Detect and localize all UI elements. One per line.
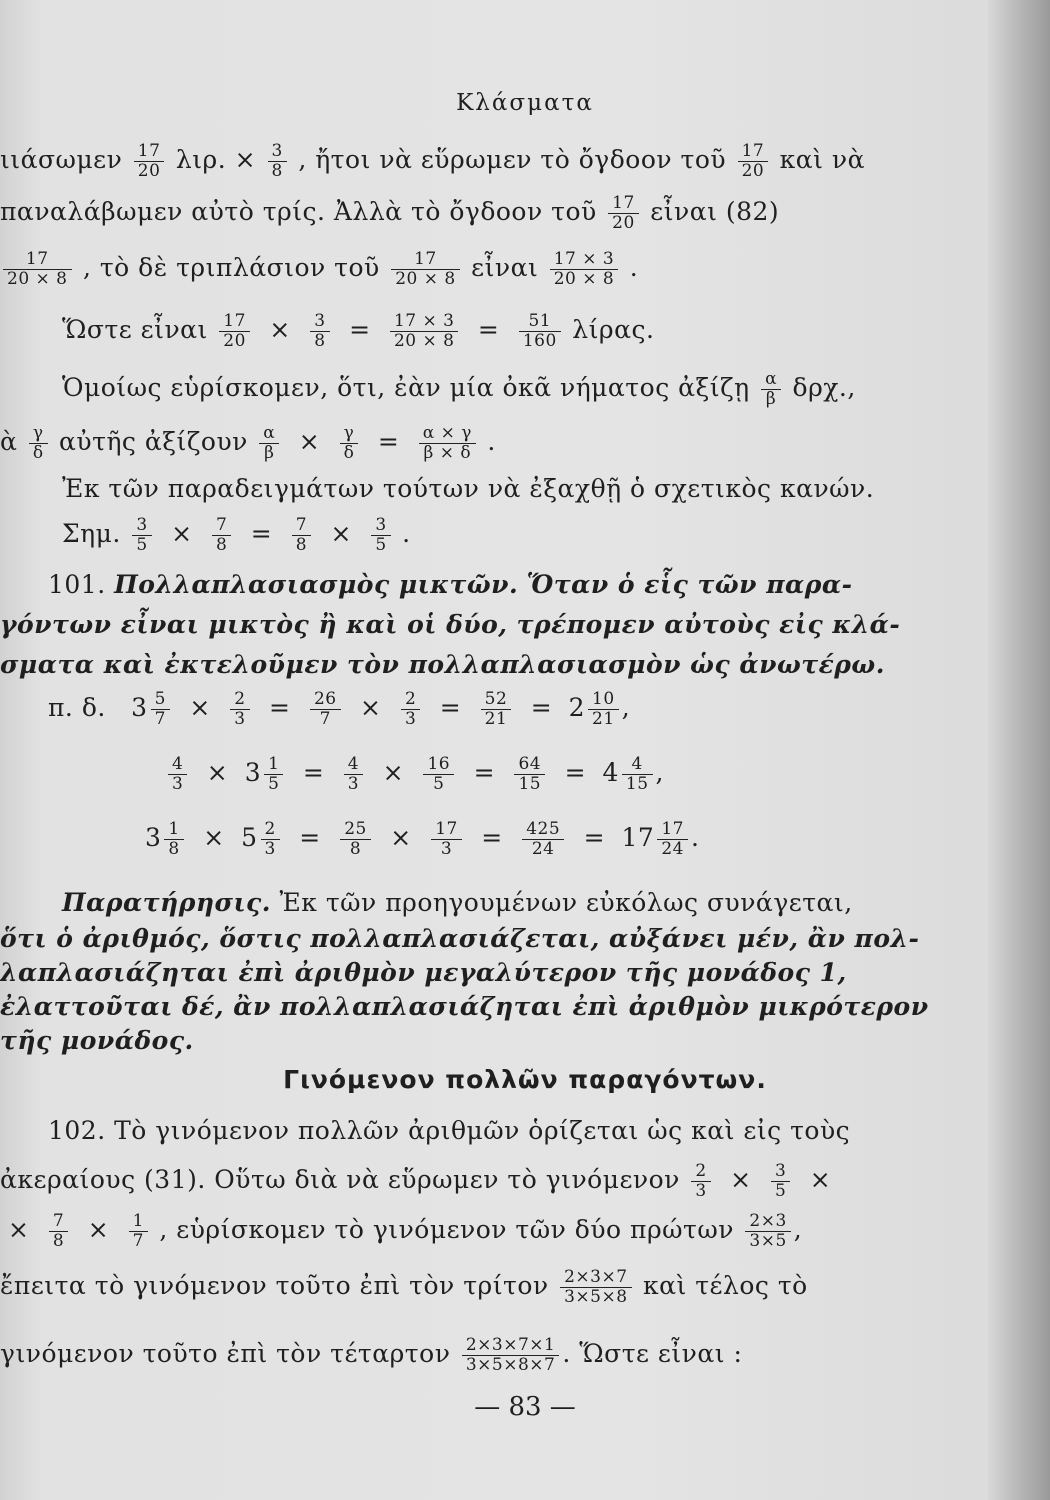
- fraction: $\frac{\alpha}{\beta}$: [761, 370, 781, 409]
- text-line: ιιάσωμεν $\frac{17}{20}$ λιρ. × $\frac{3}{8}$ , ἤτοι νὰ εὕρωμεν τὸ ὄγδοον τοῦ $\frac{17}{20}$ καὶ νὰ: [0, 141, 866, 181]
- text-line: γόντων εἶναι μικτὸς ἢ καὶ οἱ δύο, τρέπομεν αὐτοὺς εἰς κλά-: [0, 610, 901, 639]
- fraction: $\frac{7}{8}$: [212, 516, 231, 555]
- fraction: $\frac{2}{3}$: [261, 820, 280, 859]
- section-102-line: 102. Τὸ γινόμενον πολλῶν ἀριθμῶν ὁρίζεται ὡς καὶ εἰς τοὺς: [48, 1116, 851, 1145]
- fraction: $\frac{17}{20}$: [738, 142, 769, 181]
- fraction: $\frac{\alpha \times \gamma}{\beta \times \delta}$: [419, 424, 476, 463]
- example-equation: π. δ. 3 $\frac{5}{7}$ × $\frac{2}{3}$ = $\frac{26}{7}$ × $\frac{2}{3}$ = $\frac{52}{21}$ = 2 $\frac{10}{21}$ ,: [48, 689, 631, 729]
- fraction: $\frac{1}{7}$: [129, 1212, 148, 1251]
- fraction: $\frac{51}{160}$: [519, 312, 561, 351]
- text-line: Ἐκ τῶν παραδειγμάτων τούτων νὰ ἐξαχθῇ ὁ σχετικὸς κανών.: [62, 474, 875, 503]
- fraction: $\frac{3}{5}$: [132, 516, 151, 555]
- fraction: $\frac{\gamma}{\delta}$: [340, 424, 359, 463]
- running-header: Κλάσματα: [456, 90, 594, 116]
- text-line: ἔπειτα τὸ γινόμενον τοῦτο ἐπὶ τὸν τρίτον $\frac{2\times 3\times 7}{3\times 5\times 8}$ καὶ τέλος τὸ: [0, 1267, 808, 1307]
- fraction: $\frac{17}{20}$: [219, 312, 250, 351]
- fraction: $\frac{17 \times 3}{20 \times 8}$: [390, 312, 459, 351]
- text-line: γινόμενον τοῦτο ἐπὶ τὸν τέταρτον $\frac{2\times 3\times 7\times 1}{3\times 5\times 8\times 7}$ . Ὥστε εἶναι :: [0, 1335, 743, 1375]
- fraction: $\frac{3}{5}$: [771, 1162, 790, 1201]
- fraction: $\frac{2}{3}$: [230, 690, 249, 729]
- example-equation: $\frac{4}{3}$ × 3 $\frac{1}{5}$ = $\frac{4}{3}$ × $\frac{16}{5}$ = $\frac{64}{15}$ = 4 $\frac{4}{15}$ ,: [165, 755, 664, 794]
- fraction: $\frac{10}{21}$: [588, 690, 619, 729]
- page-number: — 83 —: [474, 1392, 576, 1422]
- text-line: $\frac{17}{20 \times 8}$ , τὸ δὲ τριπλάσιον τοῦ $\frac{17}{20 \times 8}$ εἶναι $\frac{17 \times 3}{20 \times 8}$ .: [0, 250, 638, 289]
- fraction: $\frac{16}{5}$: [423, 755, 454, 794]
- fraction: $\frac{3}{5}$: [371, 516, 390, 555]
- section-heading: Γινόμενον πολλῶν παραγόντων.: [283, 1065, 767, 1094]
- fraction: $\frac{17}{20}$: [608, 194, 639, 233]
- fraction: $\frac{4}{3}$: [344, 755, 363, 794]
- text-line: παναλάβωμεν αὐτὸ τρίς. Ἀλλὰ τὸ ὄγδοον τοῦ $\frac{17}{20}$ εἶναι (82): [0, 193, 780, 233]
- fraction: $\frac{1}{8}$: [164, 820, 183, 859]
- fraction: $\frac{2\times 3\times 7\times 1}{3\times 5\times 8\times 7}$: [462, 1336, 560, 1375]
- text-line: σματα καὶ ἐκτελοῦμεν τὸν πολλαπλασιασμὸν ὡς ἀνωτέρω.: [0, 650, 885, 679]
- fraction: $\frac{25}{8}$: [340, 820, 371, 859]
- fraction: $\frac{5}{7}$: [151, 690, 170, 729]
- fraction: $\frac{2\times 3\times 7}{3\times 5\times 8}$: [560, 1268, 631, 1307]
- fraction: $\frac{17}{20 \times 8}$: [391, 250, 460, 289]
- text-line: Σημ. $\frac{3}{5}$ × $\frac{7}{8}$ = $\frac{7}{8}$ × $\frac{3}{5}$ .: [62, 515, 411, 555]
- text-line: λαπλασιάζηται ἐπὶ ἀριθμὸν μεγαλύτερον τῆς μονάδος 1,: [0, 958, 847, 987]
- fraction: $\frac{425}{24}$: [522, 820, 564, 859]
- fraction: $\frac{52}{21}$: [481, 690, 512, 729]
- fraction: $\frac{3}{8}$: [268, 142, 287, 181]
- fraction: $\frac{7}{8}$: [292, 516, 311, 555]
- remark-line: Παρατήρησις. Ἐκ τῶν προηγουμένων εὐκόλως συνάγεται,: [62, 888, 853, 917]
- fraction: $\frac{2\times 3}{3\times 5}$: [745, 1212, 790, 1251]
- fraction: $\frac{64}{15}$: [514, 755, 545, 794]
- fraction: $\frac{26}{7}$: [310, 690, 341, 729]
- fraction: $\frac{4}{3}$: [168, 755, 187, 794]
- text-line: ὅτι ὁ ἀριθμός, ὅστις πολλαπλασιάζεται, αὐξάνει μέν, ἂν πολ-: [0, 924, 920, 953]
- text-line: Ὥστε εἶναι $\frac{17}{20}$ × $\frac{3}{8}$ = $\frac{17 \times 3}{20 \times 8}$ = $\frac{51}{160}$ λίρας.: [62, 311, 655, 351]
- fraction: $\frac{7}{8}$: [49, 1212, 68, 1251]
- text-line: ὰ $\frac{\gamma}{\delta}$ αὐτῆς ἀξίζουν $\frac{\alpha}{\beta}$ × $\frac{\gamma}{\delta}$ = $\frac{\alpha \times \gamma}{\beta \times \delta}$ .: [0, 423, 496, 463]
- fraction: $\frac{17}{24}$: [657, 820, 688, 859]
- page-edge-shadow: [988, 0, 1050, 1500]
- fraction: $\frac{\gamma}{\delta}$: [29, 424, 48, 463]
- text-line: ἀκεραίους (31). Οὕτω διὰ νὰ εὕρωμεν τὸ γινόμενον $\frac{2}{3}$ × $\frac{3}{5}$ ×: [0, 1161, 832, 1201]
- fraction: $\frac{3}{8}$: [310, 312, 329, 351]
- fraction: $\frac{17}{20 \times 8}$: [3, 250, 72, 289]
- example-equation: 3 $\frac{1}{8}$ × 5 $\frac{2}{3}$ = $\frac{25}{8}$ × $\frac{17}{3}$ = $\frac{425}{24}$ = 17 $\frac{17}{24}$ .: [145, 819, 700, 859]
- text-line: Ὁμοίως εὑρίσκομεν, ὅτι, ἐὰν μία ὀκᾶ νήματος ἀξίζῃ $\frac{\alpha}{\beta}$ δρχ.,: [62, 369, 856, 409]
- text-line: ἐλαττοῦται δέ, ἂν πολλαπλασιάζηται ἐπὶ ἀριθμὸν μικρότερον: [0, 992, 929, 1021]
- fraction: $\frac{\alpha}{\beta}$: [259, 424, 279, 463]
- fraction: $\frac{17}{20}$: [134, 142, 165, 181]
- fraction: $\frac{2}{3}$: [401, 690, 420, 729]
- text-line: × $\frac{7}{8}$ × $\frac{1}{7}$ , εὑρίσκομεν τὸ γινόμενον τῶν δύο πρώτων $\frac{2\times 3}{3\times 5}$ ,: [8, 1211, 803, 1251]
- fraction: $\frac{1}{5}$: [264, 755, 283, 794]
- section-101-line: 101. Πολλαπλασιασμὸς μικτῶν. Ὅταν ὁ εἷς τῶν παρα-: [48, 570, 853, 599]
- fraction: $\frac{17}{3}$: [431, 820, 462, 859]
- fraction: $\frac{2}{3}$: [691, 1162, 710, 1201]
- fraction: $\frac{4}{15}$: [622, 755, 653, 794]
- text-line: τῆς μονάδος.: [0, 1026, 194, 1055]
- fraction: $\frac{17 \times 3}{20 \times 8}$: [550, 250, 619, 289]
